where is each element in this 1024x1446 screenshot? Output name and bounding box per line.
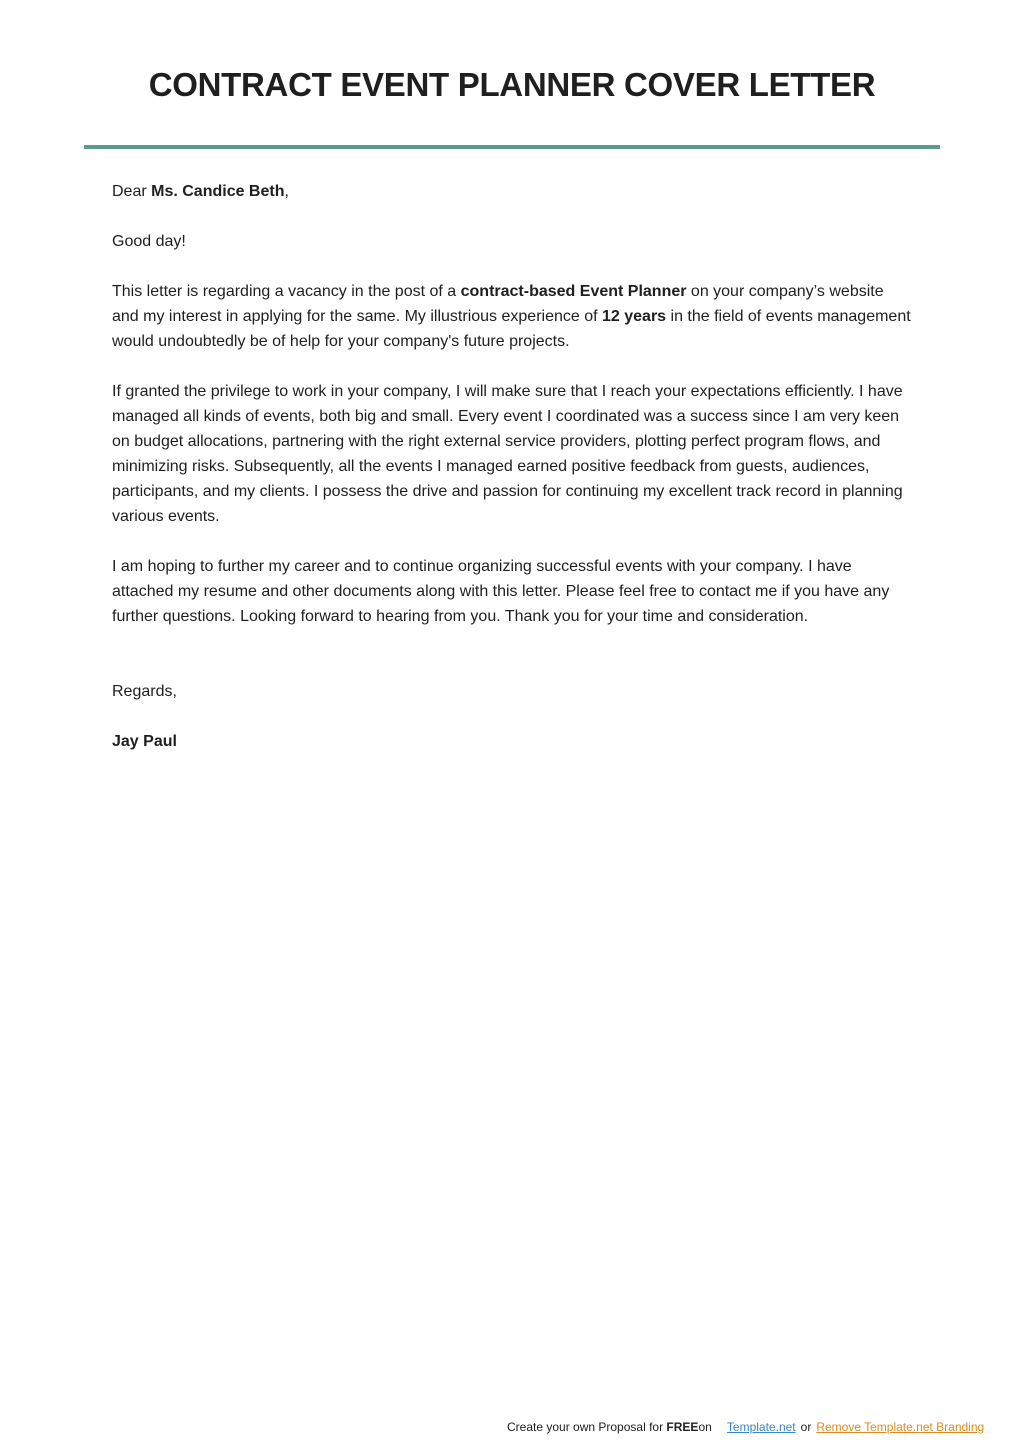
- salutation-prefix: Dear: [112, 183, 152, 200]
- document-title: CONTRACT EVENT PLANNER COVER LETTER: [148, 66, 876, 103]
- position-highlight: contract-based Event Planner: [460, 283, 687, 300]
- remove-branding-link[interactable]: Remove Template.net Branding: [816, 1420, 985, 1434]
- salutation: [112, 179, 912, 204]
- footer-on: on: [698, 1420, 712, 1434]
- paragraph-intro-text-c: in the field of events management would undoubtedly be of help for your company's future projects.: [112, 308, 911, 350]
- greeting: Good day!: [112, 233, 186, 250]
- footer-or: or: [800, 1420, 812, 1434]
- closing: Regards,: [112, 683, 177, 700]
- paragraph-intro: [112, 279, 912, 354]
- recipient-name: Ms. Candice Beth: [151, 183, 285, 200]
- branding-footer: [507, 1420, 984, 1434]
- signature-name: Jay Paul: [112, 733, 177, 750]
- title-divider: [84, 145, 940, 149]
- experience-highlight: 12 years: [602, 308, 667, 325]
- letter-body: [112, 179, 912, 779]
- signature: [112, 729, 912, 754]
- template-net-link[interactable]: Template.net: [726, 1420, 796, 1434]
- footer-prefix: Create your own Proposal for: [507, 1420, 667, 1434]
- paragraph-closing: I am hoping to further my career and to continue organizing successful events with your company. I have attached my resume and other documents along with this letter. Please feel free to contact me if you have any further questions. Looking forward to hearing from you. Thank you for your time and consideration.: [112, 558, 890, 625]
- salutation-suffix: ,: [284, 183, 289, 200]
- footer-free: FREE: [666, 1420, 699, 1434]
- paragraph-intro-text-b: on your company’s website and my interest in applying for the same. My illustrious experience of: [112, 283, 884, 325]
- paragraph-experience: If granted the privilege to work in your company, I will make sure that I reach your expectations efficiently. I have managed all kinds of events, both big and small. Every event I coordinated was a success since I am very keen on budget allocations, partnering with the right external service providers, plotting perfect program flows, and minimizing risks. Subsequently, all the events I managed earned positive feedback from guests, audiences, participants, and my clients. I possess the drive and passion for continuing my excellent track record in planning various events.: [112, 383, 903, 525]
- paragraph-intro-text-a: This letter is regarding a vacancy in the post of a: [112, 283, 461, 300]
